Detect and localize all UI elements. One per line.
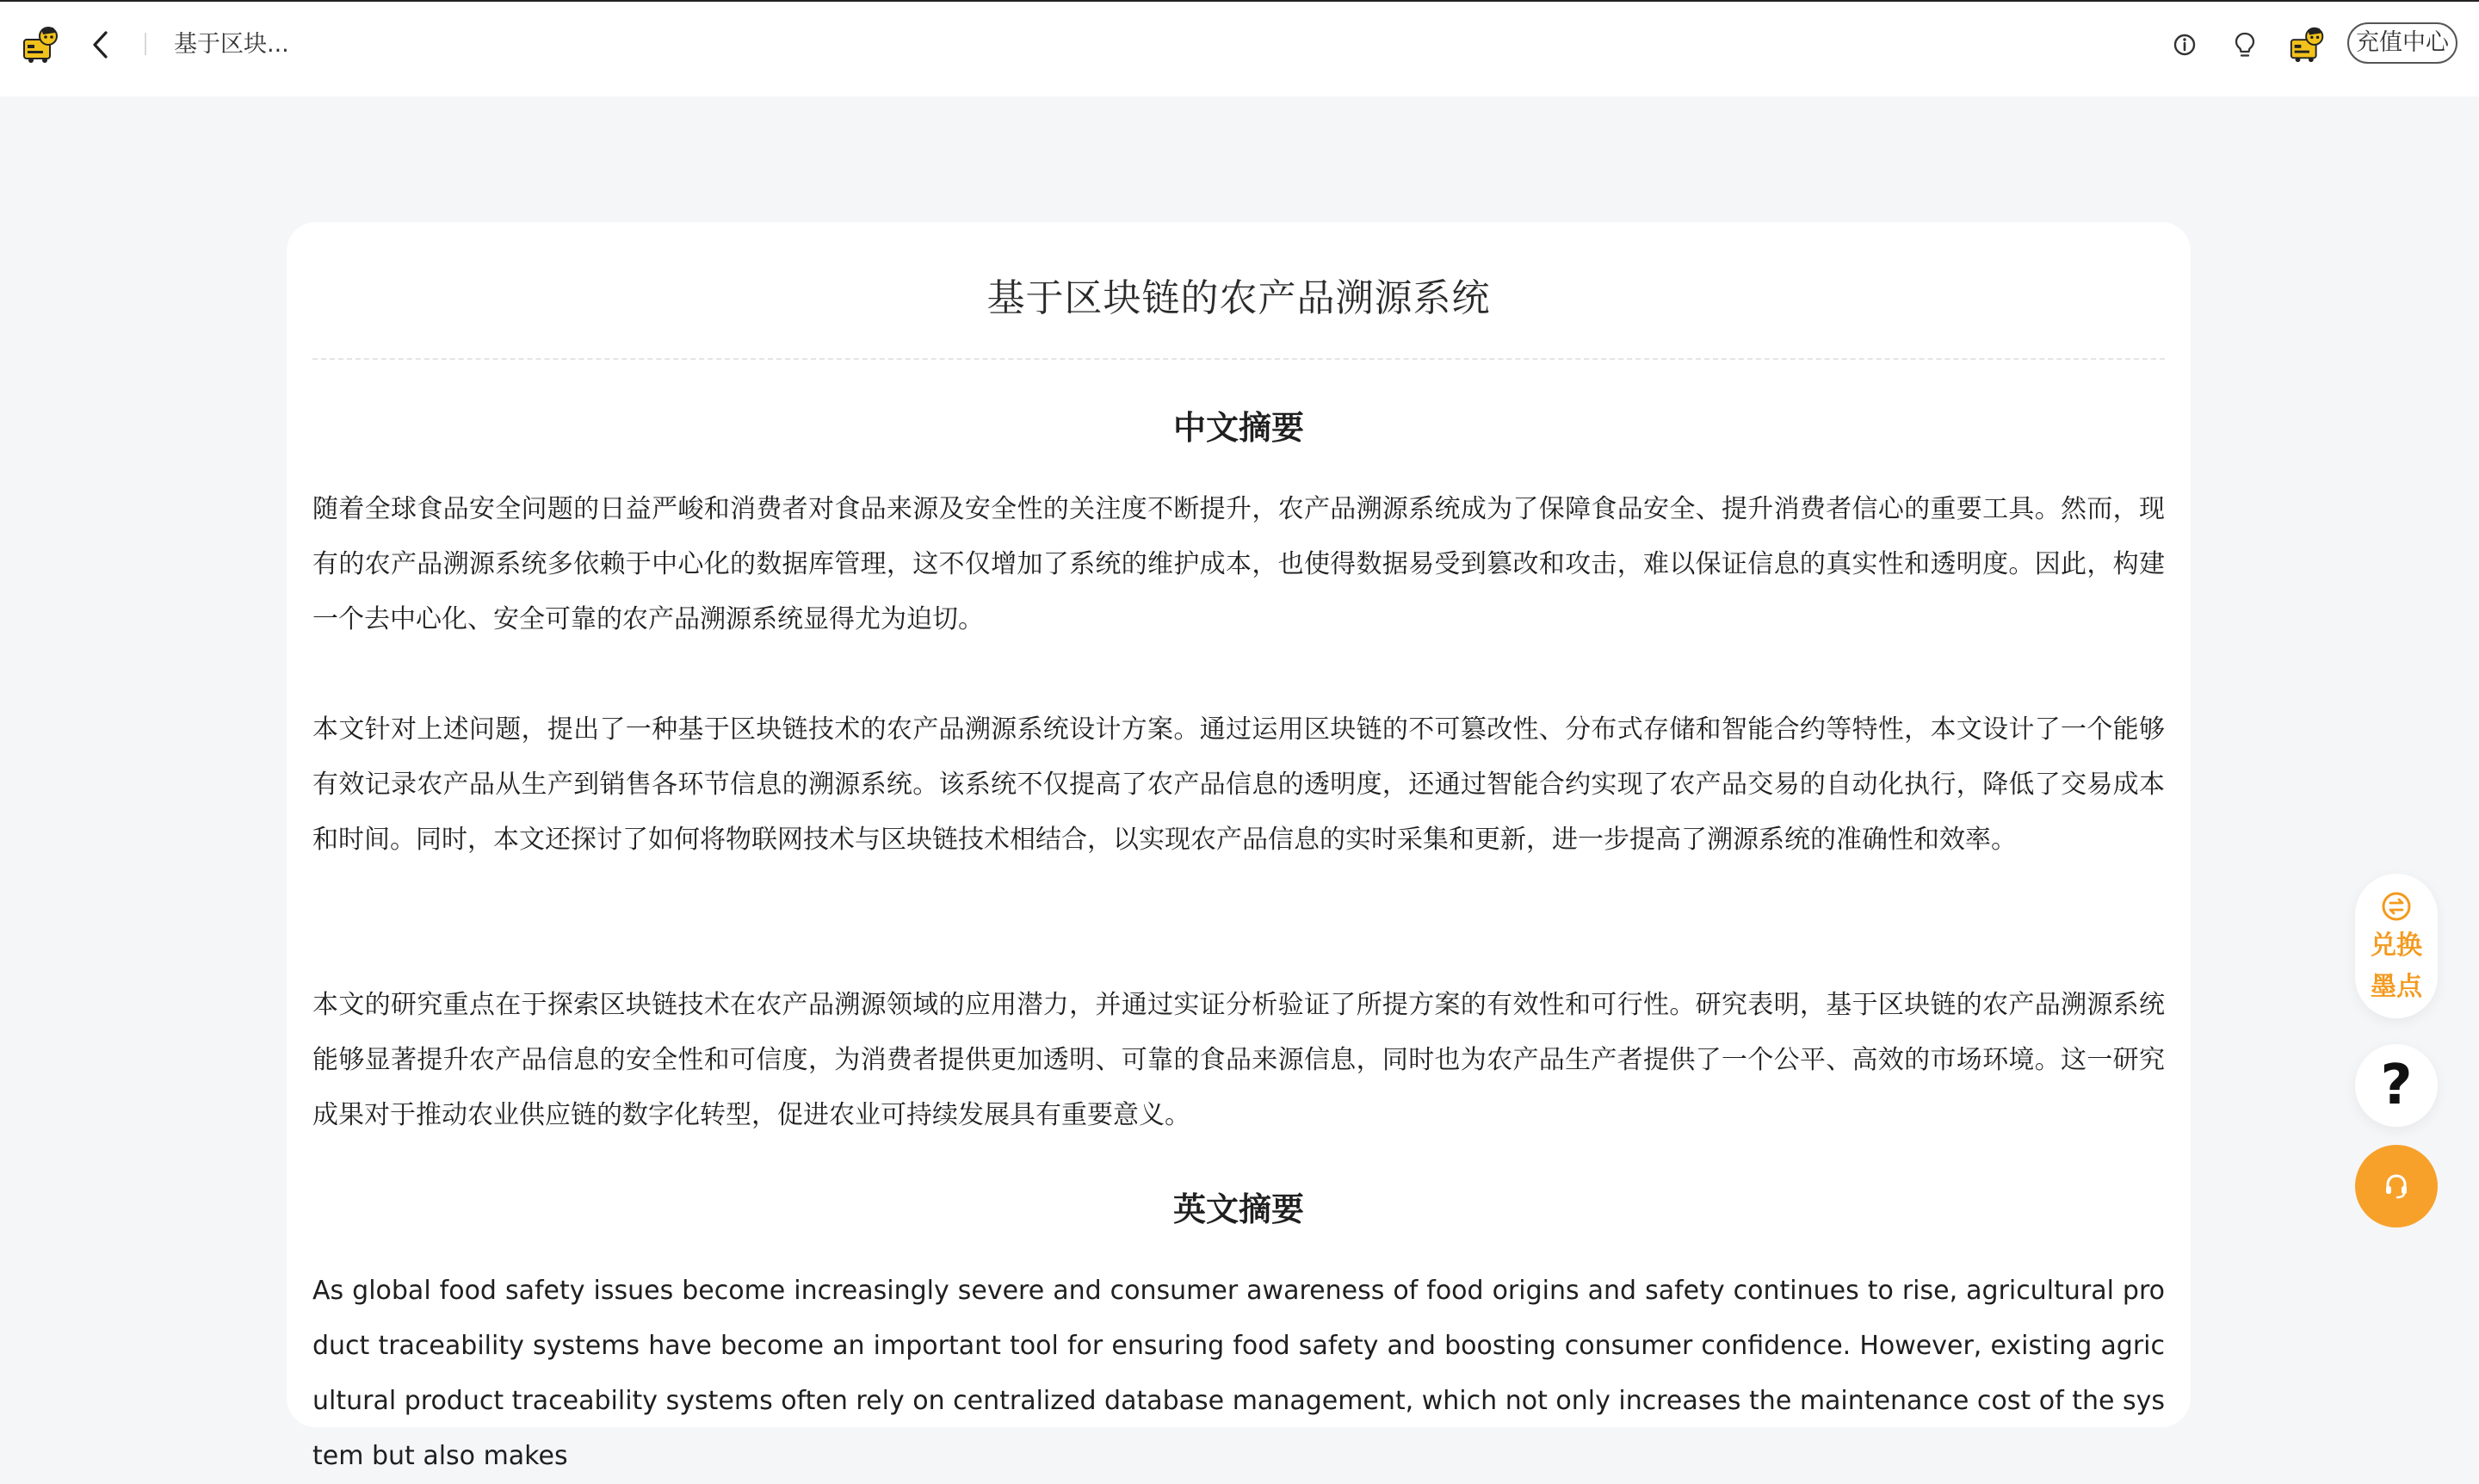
- info-icon[interactable]: [2167, 28, 2202, 62]
- exchange-points-button[interactable]: [2355, 874, 2438, 1018]
- title-divider: [312, 358, 2165, 360]
- lightbulb-icon[interactable]: [2228, 28, 2262, 62]
- exchange-label-line-1: 兑换: [2371, 931, 2422, 961]
- abstract-paragraph: 本文针对上述问题，提出了一种基于区块链技术的农产品溯源系统设计方案。通过运用区块链的不可篡改性、分布式存储和智能合约等特性，本文设计了一个能够有效记录农产品从生产到销售各环节信息的溯源系统。该系统不仅提高了农产品信息的透明度，还通过智能合约实现了农产品交易的自动化执行，降低了交易成本和时间。同时，本文还探讨了如何将物联网技术与区块链技术相结合，以实现农产品信息的实时采集和更新，进一步提高了溯源系统的准确性和效率。: [312, 714, 2165, 855]
- document-card: [287, 222, 2191, 1471]
- headset-icon: [2379, 1169, 2414, 1203]
- recharge-center-button[interactable]: 充值中心: [2347, 22, 2457, 64]
- exchange-label-line-2: 墨点: [2371, 972, 2422, 1002]
- logo-icon[interactable]: [21, 24, 64, 64]
- section-heading-english-abstract: 英文摘要: [1172, 1190, 1304, 1228]
- abstract-paragraph: 本文的研究重点在于探索区块链技术在农产品溯源领域的应用潜力，并通过实证分析验证了所提方案的有效性和可行性。研究表明，基于区块链的农产品溯源系统能够显著提升农产品信息的安全性和可信度，为消费者提供更加透明、可靠的食品来源信息，同时也为农产品生产者提供了一个公平、高效的市场环境。这一研究成果对于推动农业供应链的数字化转型，促进农业可持续发展具有重要意义。: [312, 990, 2165, 1130]
- customer-support-button[interactable]: [2355, 1145, 2438, 1227]
- help-button[interactable]: ?: [2355, 1044, 2438, 1127]
- back-arrow-icon[interactable]: [84, 28, 115, 62]
- page-title: 基于区块链的农产品溯源系统: [986, 276, 1491, 320]
- avatar[interactable]: [2288, 23, 2329, 65]
- header-divider: [145, 33, 146, 55]
- top-bar: [0, 2, 2479, 96]
- exchange-icon: [2381, 891, 2412, 922]
- section-heading-chinese-abstract: 中文摘要: [1172, 409, 1304, 447]
- exchange-label: [2355, 925, 2438, 1008]
- breadcrumb: 基于区块...: [174, 31, 289, 58]
- abstract-paragraph: 随着全球食品安全问题的日益严峻和消费者对食品来源及安全性的关注度不断提升，农产品溯源系统成为了保障食品安全、提升消费者信心的重要工具。然而，现有的农产品溯源系统多依赖于中心化的数据库管理，这不仅增加了系统的维护成本，也使得数据易受到篡改和攻击，难以保证信息的真实性和透明度。因此，构建一个去中心化、安全可靠的农产品溯源系统显得尤为迫切。: [312, 494, 2165, 634]
- abstract-paragraph: As global food safety issues become increasingly severe and consumer awareness of food origins and safety continues to rise, agricultural product traceability systems have become an important tool for ensuring food safety and boosting consumer confidence. However, existing agricultural product traceability systems often rely on centralized database management, which not only increases the maintenance cost of the system but also makes: [312, 1276, 2165, 1471]
